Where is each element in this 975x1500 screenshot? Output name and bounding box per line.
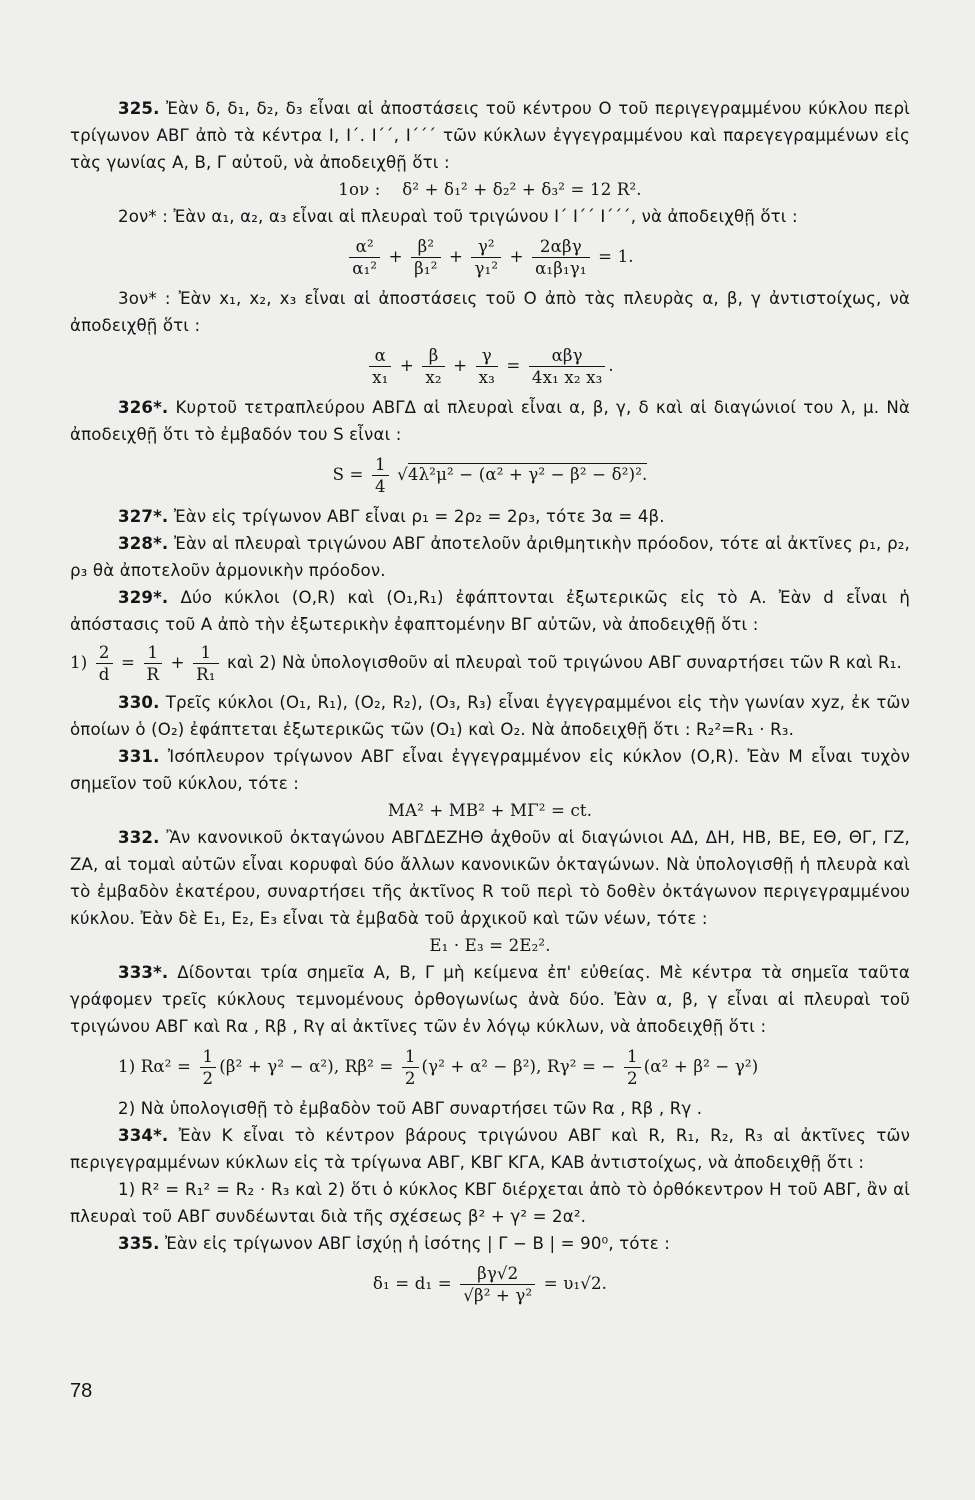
equation: S = $\frac{1}{4}$ √4λ²μ² − (α² + γ² − β² − δ²)².: [332, 455, 648, 496]
equation: δ₁ = d₁ = $\frac{\beta\gamma√2}{\text{√β² + γ²}}$ = υ₁√2.: [372, 1264, 608, 1305]
problem-number: 326*.: [118, 398, 169, 417]
fraction: $\frac{\beta}{\text{x₂}}$: [422, 345, 444, 388]
fraction: $\frac{1}{2}$: [200, 1046, 217, 1089]
problem-331: [70, 743, 910, 797]
problem-text: Ἐὰν εἰς τρίγωνον ΑΒΓ ἰσχύῃ ἡ ἰσότης | Γ − Β | = 90⁰, τότε :: [164, 1234, 671, 1253]
part-text: Ἐὰν x₁, x₂, x₃ εἶναι αἱ ἀποστάσεις τοῦ Ο ἀπὸ τὰς πλευρὰς α, β, γ ἀντιστοίχως, νὰ ἀποδειχθῇ ὅτι :: [70, 289, 910, 335]
problem-333: [70, 959, 910, 1040]
problem-333-part-2: 2) Νὰ ὑπολογισθῇ τὸ ἐμβαδὸν τοῦ ΑΒΓ συναρτήσει τῶν Rα , Rβ , Rγ .: [118, 1099, 703, 1118]
problem-number: 334*.: [118, 1126, 169, 1145]
problem-text: Ἐὰν εἰς τρίγωνον ΑΒΓ εἶναι ρ₁ = 2ρ₂ = 2ρ₃, τότε 3α = 4β.: [173, 507, 665, 526]
fraction: $\frac{\beta\gamma√2}{\text{√β² + γ²}}$: [460, 1263, 535, 1306]
radicand: 4λ²μ² − (α² + γ² − β² − δ²)².: [407, 465, 648, 484]
problem-329: [70, 584, 910, 638]
equation: $\frac{\text{α²}}{\text{α₁²}}$ + $\frac{\text{β²}}{\text{β₁²}}$ + $\frac{\text{γ²}}{\text{γ₁²}}$ + $\frac{\text{2αβγ}}{\text{α₁β₁γ₁}}$ = 1.: [70, 236, 910, 279]
problem-329-parts: 1) $\frac{2}{d}$ = $\frac{1}{R}$ + $\frac{1}{\text{R₁}}$ καὶ 2) Νὰ ὑπολογισθοῦν αἱ πλευραὶ τοῦ τριγώνου ΑΒΓ συναρτήσει τῶν R καὶ R₁.: [70, 643, 902, 684]
fraction: $\frac{1}{\text{R₁}}$: [193, 642, 218, 685]
problem-text: Ἰσόπλευρον τρίγωνον ΑΒΓ εἶναι ἐγγεγραμμένον εἰς κύκλον (Ο,R). Ἐὰν Μ εἶναι τυχὸν σημεῖον τοῦ κύκλου, τότε :: [70, 747, 910, 793]
problem-334: [70, 1122, 910, 1176]
problem-text: Ἐὰν αἱ πλευραὶ τριγώνου ΑΒΓ ἀποτελοῦν ἀριθμητικὴν πρόοδον, τότε αἱ ἀκτῖνες ρ₁, ρ₂, ρ₃ θὰ ἀποτελοῦν ἁρμονικὴν πρόοδον.: [70, 534, 910, 580]
problem-text: Δίδονται τρία σημεῖα Α, Β, Γ μὴ κείμενα ἐπ' εὐθείας. Μὲ κέντρα τὰ σημεῖα ταῦτα γράφομεν τρεῖς κύκλους τεμνομένους ὀρθογωνίως ἀνὰ δύο. Ἐὰν α, β, γ εἶναι αἱ πλευραὶ τοῦ τριγώνου ΑΒΓ καὶ Rα , Rβ , Rγ αἱ ἀκτῖνες τῶν ἐν λόγῳ κύκλων, νὰ ἀποδειχθῇ ὅτι :: [70, 963, 910, 1036]
problem-text: Ἂν κανονικοῦ ὀκταγώνου ΑΒΓΔΕΖΗΘ ἀχθοῦν αἱ διαγώνιοι ΑΔ, ΔΗ, ΗΒ, ΒΕ, ΕΘ, ΘΓ, ΓΖ, ΖΑ, αἱ τομαὶ αὐτῶν εἶναι κορυφαὶ δύο ἄλλων κανονικῶν ὀκταγώνων. Νὰ ὑπολογισθῇ ἡ πλευρὰ καὶ τὸ ἐμβαδὸν ἑκατέρου, συναρτήσει τῆς ἀκτῖνος R τοῦ περὶ τὸ δοθὲν ὀκτάγωνον περιγεγραμμένου κύκλου. Ἐὰν δὲ Ε₁, Ε₂, Ε₃ εἶναι τὰ ἐμβαδὰ τοῦ ἀρχικοῦ καὶ τῶν νέων, τότε :: [70, 828, 910, 928]
equation: 1ον : δ² + δ₁² + δ₂² + δ₃² = 12 R².: [338, 180, 642, 199]
problem-number: 335.: [118, 1234, 160, 1253]
problem-328: [70, 530, 910, 584]
fraction: $\frac{1}{4}$: [372, 454, 389, 497]
fraction: $\frac{\text{αβγ}}{\text{4x₁ x₂ x₃}}$: [529, 345, 606, 388]
problem-327: [70, 503, 910, 530]
part-label: 2ον* :: [118, 207, 169, 226]
fraction: $\frac{1}{2}$: [624, 1046, 641, 1089]
problem-text: Τρεῖς κύκλοι (Ο₁, R₁), (Ο₂, R₂), (Ο₃, R₃) εἶναι ἐγγεγραμμένοι εἰς τὴν γωνίαν xyz, ἐκ τῶν ὁποίων ὁ (Ο₂) ἐφάπτεται ἐξωτερικῶς τῶν (Ο₁) καὶ Ο₂. Νὰ ἀποδειχθῇ ὅτι : R₂²=R₁ · R₃.: [70, 693, 911, 739]
equation: 1) Rα² = $\frac{1}{2}$ (β² + γ² − α²), Rβ² = $\frac{1}{2}$ (γ² + α² − β²), Rγ² = − $\frac{1}{2}$ (α² + β² − γ²): [118, 1047, 759, 1088]
problem-number: 330.: [118, 693, 160, 712]
fraction: $\frac{1}{R}$: [144, 642, 163, 685]
problem-325: [70, 95, 910, 176]
problem-number: 332.: [118, 828, 160, 847]
fraction: $\frac{\text{β²}}{\text{β₁²}}$: [411, 236, 440, 279]
problem-325-part-3: [70, 285, 910, 339]
problem-number: 329*.: [118, 588, 169, 607]
problem-330: [70, 689, 910, 743]
equation: ΜΑ² + ΜΒ² + ΜΓ² = ct.: [387, 801, 593, 820]
equation: $\frac{\alpha}{\text{x₁}}$ + $\frac{\beta}{\text{x₂}}$ + $\frac{\gamma}{\text{x₃}}$ = $\frac{\text{αβγ}}{\text{4x₁ x₂ x₃}}$ .: [70, 345, 910, 388]
problem-number: 333*.: [118, 963, 169, 982]
problem-text: Ἐὰν Κ εἶναι τὸ κέντρον βάρους τριγώνου ΑΒΓ καὶ R, R₁, R₂, R₃ αἱ ἀκτῖνες τῶν περιγεγραμμένων κύκλων εἰς τὰ τρίγωνα ΑΒΓ, ΚΒΓ ΚΓΑ, ΚΑΒ ἀντιστοίχως, νὰ ἀποδειχθῇ ὅτι :: [70, 1126, 910, 1172]
problem-number: 327*.: [118, 507, 169, 526]
fraction: $\frac{2}{d}$: [96, 642, 113, 685]
problem-number: 328*.: [118, 534, 169, 553]
part-text: καὶ 2) Νὰ ὑπολογισθοῦν αἱ πλευραὶ τοῦ τριγώνου ΑΒΓ συναρτήσει τῶν R καὶ R₁.: [226, 653, 902, 672]
fraction: $\frac{\text{2αβγ}}{\text{α₁β₁γ₁}}$: [532, 236, 590, 279]
problem-326: [70, 394, 910, 448]
problem-number: 331.: [118, 747, 160, 766]
problem-325-part-2: [70, 203, 910, 230]
page-number: 78: [70, 1380, 93, 1402]
problem-332: [70, 824, 910, 932]
page-body: [70, 95, 910, 1312]
fraction: $\frac{\text{γ²}}{\text{γ₁²}}$: [471, 236, 501, 279]
problem-text: Ἐὰν δ, δ₁, δ₂, δ₃ εἶναι αἱ ἀποστάσεις τοῦ κέντρου Ο τοῦ περιγεγραμμένου κύκλου περὶ τρίγωνον ΑΒΓ ἀπὸ τὰ κέντρα Ι, Ι΄. Ι΄΄, Ι΄΄΄ τῶν κύκλων ἐγγεγραμμένου καὶ παρεγεγραμμένων εἰς τὰς γωνίας Α, Β, Γ αὐτοῦ, νὰ ἀποδειχθῇ ὅτι :: [70, 99, 910, 172]
part-text: Ἐὰν α₁, α₂, α₃ εἶναι αἱ πλευραὶ τοῦ τριγώνου Ι΄ Ι΄΄ Ι΄΄΄, νὰ ἀποδειχθῇ ὅτι :: [173, 207, 798, 226]
problem-text: Κυρτοῦ τετραπλεύρου ΑΒΓΔ αἱ πλευραὶ εἶναι α, β, γ, δ καὶ αἱ διαγώνιοί του λ, μ. Νὰ ἀποδειχθῇ ὅτι τὸ ἐμβαδόν του S εἶναι :: [70, 398, 910, 444]
equation: Ε₁ · Ε₃ = 2Ε₂².: [429, 936, 551, 955]
fraction: $\frac{\alpha}{\text{x₁}}$: [369, 345, 391, 388]
fraction: $\frac{1}{2}$: [402, 1046, 419, 1089]
part-label: 3ον* :: [118, 289, 171, 308]
root-sign: √: [397, 465, 408, 484]
fraction: $\frac{\text{α²}}{\text{α₁²}}$: [349, 236, 380, 279]
fraction: $\frac{\gamma}{\text{x₃}}$: [476, 345, 498, 388]
problem-text: Δύο κύκλοι (Ο,R) καὶ (Ο₁,R₁) ἐφάπτονται ἐξωτερικῶς εἰς τὸ Α. Ἐὰν d εἶναι ἡ ἀπόστασις τοῦ Α ἀπὸ τὴν ἐξωτερικὴν ἐφαπτομένην ΒΓ αὐτῶν, νὰ ἀποδειχθῇ ὅτι :: [70, 588, 910, 634]
problem-number: 325.: [118, 99, 160, 118]
problem-335: [70, 1230, 910, 1257]
problem-334-parts: 1) R² = R₁² = R₂ · R₃ καὶ 2) ὅτι ὁ κύκλος ΚΒΓ διέρχεται ἀπὸ τὸ ὀρθόκεντρον Η τοῦ ΑΒΓ, ἂν αἱ πλευραὶ τοῦ ΑΒΓ συνδέωνται διὰ τῆς σχέσεως β² + γ² = 2α².: [70, 1180, 910, 1226]
